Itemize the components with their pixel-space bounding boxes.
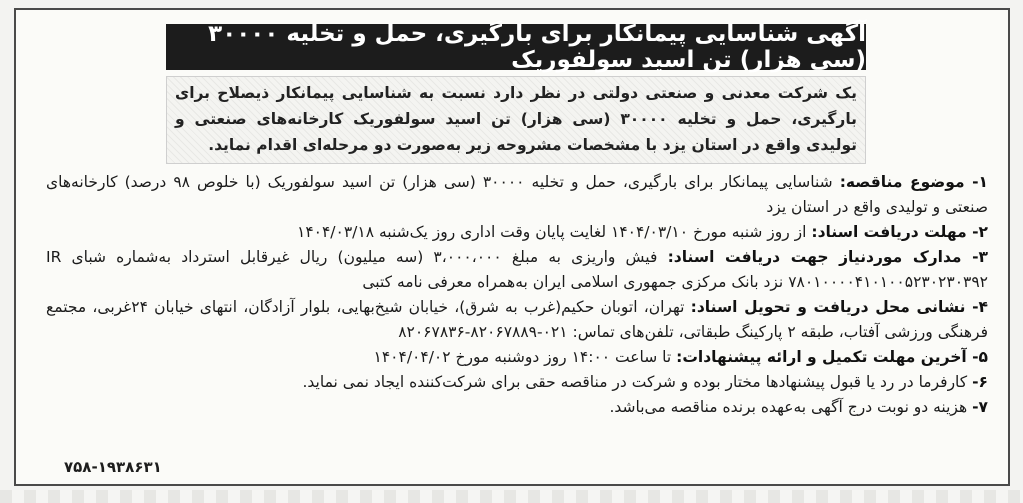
item-label: ۶- <box>972 373 988 391</box>
item-text: از روز شنبه مورخ ۱۴۰۴/۰۳/۱۰ لغایت پایان وقت اداری روز یک‌شنبه ۱۴۰۴/۰۳/۱۸ <box>297 223 807 241</box>
notice-frame <box>14 8 1010 486</box>
item-text: تهران، اتوبان حکیم(غرب به شرق)، خیابان شیخ‌بهایی، بلوار آزادگان، انتهای خیابان ۲۴غربی، مجتمع فرهنگی ورزشی آفتاب، طبقه ۲ پارکینگ طبقاتی، تلفن‌های تماس: ۰۲۱-۸۲۰۶۷۸۸۹-۸۲۰۶۷۸۳۶ <box>46 298 988 341</box>
item-label: ۳- مدارک موردنیاز جهت دریافت اسناد: <box>667 248 989 266</box>
item-submission-deadline <box>46 345 988 370</box>
item-text: کارفرما در رد یا قبول پیشنهادها مختار بوده و شرکت در مناقصه حقی برای شرکت‌کننده ایجاد نمی نماید. <box>302 373 968 391</box>
item-required-documents <box>46 245 988 295</box>
item-address <box>46 295 988 345</box>
intro-text: یک شرکت معدنی و صنعتی دولتی در نظر دارد نسبت به شناسایی پیمانکار ذیصلاح برای بارگیری، حمل و تخلیه ۳۰۰۰۰ (سی هزار) تن اسید سولفوریک کارخانه‌های صنعتی و تولیدی واقع در استان یزد با مشخصات مشروحه زیر به‌صورت دو مرحله‌ای اقدام نماید. <box>175 84 858 154</box>
intro-box <box>166 76 866 164</box>
item-document-deadline <box>46 220 988 245</box>
item-text: فیش واریزی به مبلغ ۳،۰۰۰،۰۰۰ (سه میلیون) ریال غیرقابل استرداد به‌شماره شبای IR ۷۸۰۱۰۰۰۰۴۱۰۱۰۰۵۲۳۰۲۳۰۳۹۲ نزد بانک مرکزی جمهوری اسلامی ایران به‌همراه معرفی نامه کتبی <box>46 248 988 291</box>
notice-title: آگهی شناسایی پیمانکار برای بارگیری، حمل و تخلیه ۳۰۰۰۰ (سی هزار) تن اسید سولفوریک <box>166 24 866 70</box>
item-ad-cost <box>46 395 988 420</box>
item-subject <box>46 170 988 220</box>
item-label: ۵- آخرین مهلت تکمیل و ارائه پیشنهادات: <box>676 348 988 366</box>
notice-items <box>46 170 988 420</box>
item-text: هزینه دو نوبت درج آگهی به‌عهده برنده مناقصه می‌باشد. <box>609 398 968 416</box>
bottom-divider <box>0 490 1023 503</box>
item-employer-rights <box>46 370 988 395</box>
item-label: ۱- موضوع مناقصه: <box>839 173 988 191</box>
item-label: ۷- <box>972 398 988 416</box>
item-label: ۲- مهلت دریافت اسناد: <box>811 223 988 241</box>
item-text: تا ساعت ۱۴:۰۰ روز دوشنبه مورخ ۱۴۰۴/۰۴/۰۲ <box>373 348 672 366</box>
item-text: شناسایی پیمانکار برای بارگیری، حمل و تخلیه ۳۰۰۰۰ (سی هزار) تن اسید سولفوریک (با خلوص ۹۸ درصد) کارخانه‌های صنعتی و تولیدی واقع در استان یزد <box>46 173 988 216</box>
item-label: ۴- نشانی محل دریافت و تحویل اسناد: <box>690 298 988 316</box>
reference-number: ۷۵۸-۱۹۳۸۶۳۱ <box>64 458 162 476</box>
